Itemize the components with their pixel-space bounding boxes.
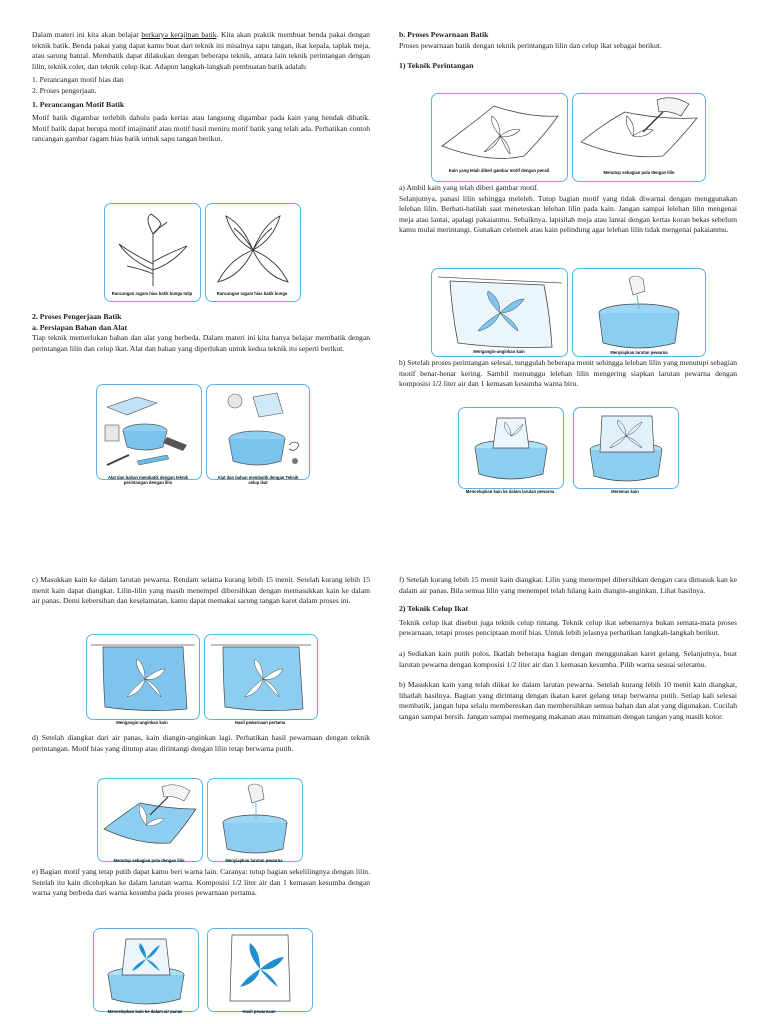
paragraph: b) Setelah proses perintangan selesai, tunggulah beberapa menit sehingga lelehan lilin yang menutupi sebagian motif benar-benar kering. Sambil menunggu lelehan lilin mengering siapkan larutan pewarna dengan komposisi 1/2 liter air dan 1 kemasan kesumba warna biru. (399, 358, 737, 389)
figure-caption: Rancangan ragam hias batik bunga (216, 291, 288, 296)
figure-caption: Menyiapkan larutan pewarna (610, 350, 668, 355)
paragraph: Motif batik digambar terlebih dahulu pada kertas atau langsung digambar pada kain yang hendak dibatik. Motif batik dapat berupa motif imajinatif atau motif hasil meniru motif batik yang telah ada. Perhatikan contoh rancangan gambar ragam hias batik untuk sapu tangan berikut. (32, 113, 370, 144)
first-dye-result-figure (204, 634, 318, 720)
list-item: 1. Perancangan motif hias dan (32, 75, 124, 85)
top-right-column-3 (399, 358, 737, 393)
hot-water-dip-figure (93, 928, 199, 1012)
figure-caption: Mencelupkan kain ke dalam larutan pewarna (465, 489, 555, 494)
figure-caption: Meremas kain (611, 489, 639, 494)
section-subheading: a. Persiapan Bahan dan Alat (32, 322, 128, 332)
dye-preparation-figure-2 (207, 778, 303, 862)
figure-caption: Menyiapkan larutan pewarna (225, 858, 283, 863)
bottom-left-column (32, 575, 370, 610)
paragraph: a) Ambil kain yang telah diberi gambar motif. (399, 183, 539, 192)
section-subheading: 1) Teknik Perintangan (399, 61, 474, 71)
bottom-right-column (399, 575, 737, 726)
paragraph: Selanjutnya, panasi lilin sehingga meleleh. Tutup bagian motif yang tidak diwarnai dengan menggunakan lelehan lilin. Berhati-hatilah saat meneteskan lelehan lilin pada kain. Jangan sampai lelehan lilin mengenai meja atau lantai, apalagi pakaianmu. Sebaiknya, lapisilah meja atau lantai dengan kertas koran bekas sebelum kamu mulai merintangi. Gunakan celemek atau kain pelindung agar lelehan lilin tidak mengenai pakaianmu. (399, 193, 737, 235)
bottom-left-column-2 (32, 733, 370, 757)
dye-preparation-figure (572, 268, 706, 357)
bottom-left-column-3 (32, 867, 370, 902)
top-right-column (399, 30, 737, 75)
section-heading: 2. Proses Pengerjaan Batik (32, 312, 122, 321)
figure-caption: Menutup sebagian pola dengan lilin (603, 170, 675, 175)
figure-caption: Kain yang telah diberi gambar motif dengan pensil (448, 168, 550, 173)
airing-fabric-figure-2 (86, 634, 200, 720)
top-left-column-2 (32, 312, 370, 357)
paragraph: Tiap teknik memerlukan bahan dan alat yang berbeda. Dalam materi ini kita hanya belajar membatik dengan perintangan lilin dan celup ikat. Alat dan bahan yang diperlukan untuk kedua teknik itu seperti berikut. (32, 333, 370, 353)
intro-paragraph: Dalam materi ini kita akan belajar berkarya kerajinan batik. Kita akan praktik membuat benda pakai dengan teknik batik. Benda pakai yang dapat kamu buat dari teknik ini misalnya sapu tangan, ikat kepala, taplak meja, atau sarung bantal. Membatik dapat dilakukan dengan beberapa teknik, antara lain teknik perintangan dengan lilin, teknik colet, dan teknik celup ikat. Adapun langkah-langkah pembuatan batik adalah: (32, 30, 370, 71)
paragraph: c) Masukkan kain ke dalam larutan pewarna. Rendam selama kurang lebih 15 menit. Setelah kurang lebih 15 menit kain dapat diangkat. Lilin-lilin yang masih menempel dibersihkan dengan memasukkan kain ke dalam air panas. Demi kebersihan dan keselamatan, kamu dapat memakai sarung tangan karet dalam proses ini. (32, 575, 370, 606)
dipping-fabric-figure (458, 407, 564, 489)
list-item: 2. Proses pengerjaan. (32, 85, 97, 95)
section-heading: b. Proses Pewarnaan Batik (399, 30, 489, 39)
figure-caption: Hasil pewarnaan pertama (234, 720, 286, 725)
figure-caption: Mencelupkan kain ke dalam air panas (107, 1009, 183, 1014)
figure-caption: Mengangin-anginkan kain (116, 720, 168, 725)
paragraph: a) Sediakan kain putih polos. Ikatlah beberapa bagian dengan menggunakan karet gelang. Selanjutnya, buat larutan pewarna dengan komposisi 1/2 liter air dan 1 kemasan kesumba. Pilih warna sesuai seleramu. (399, 648, 737, 669)
intro-link[interactable]: berkarya kerajinan batik (141, 30, 217, 39)
figure-caption: Mengangin-anginkan kain (473, 349, 525, 354)
squeezing-fabric-figure (573, 407, 679, 489)
paragraph: Proses pewarnaan batik dengan teknik perintangan lilin dan celup ikat sebagai berikut. (399, 40, 662, 50)
tulip-design-figure (104, 203, 201, 302)
figure-caption: Menutup sebagian pola dengan lilin (113, 858, 185, 863)
paragraph: Teknik celup ikat disebut juga teknik celup rintang. Teknik celup ikat sebenarnya bukan semata-mata proses pewarnaan, tetapi proses penciptaan motif hias. Untuk lebih jelasnya perhatikan langkah-langkah berikut. (399, 617, 737, 638)
figure-caption: Hasil pewarnaan (242, 1009, 276, 1014)
wax-tools-figure (96, 384, 202, 480)
paragraph: e) Bagian motif yang tetap putih dapat kamu beri warna lain. Caranya: tutup bagian sekelilingnya dengan lilin. Setelah itu kain dicelupkan ke dalam larutan warna. Komposisi 1/2 liter air dan 1 kemasan kesumba dengan warna yang berbeda dari warna kesumba pada proses pewarnaan pertama. (32, 867, 370, 898)
top-right-column-2 (399, 183, 737, 239)
wax-covering-figure (572, 93, 706, 182)
section-heading: 1. Perancangan Motif Batik (32, 99, 125, 109)
top-left-column (32, 30, 370, 148)
airing-fabric-figure (431, 268, 568, 357)
flower-design-figure (205, 203, 301, 302)
figure-caption: Alat dan bahan membatik dengan teknik perintangan dengan lilin (107, 475, 189, 485)
figure-caption: Rancangan ragam hias batik bunga tulip (111, 291, 193, 296)
paragraph: f) Setelah kurang lebih 15 menit kain diangkat. Lilin yang menempel dibersihkan dengan cara dimasuk kan ke dalam air panas. Bila semua lilin yang menempel telah hilang kain diangin-anginkan. Lihat hasilnya. (399, 575, 737, 595)
section-subheading: 2) Teknik Celup Ikat (399, 604, 469, 614)
paragraph: d) Setelah diangkat dari air panas, kain diangin-anginkan lagi. Perhatikan hasil pewarnaan dengan teknik perintangan. Motif hias yang ditutup atau dirintangi dengan lilin tetap berwarna putih. (32, 733, 370, 753)
final-result-figure (207, 928, 313, 1012)
figure-caption: Alat dan bahan membatik dengan Teknik celup ikat (217, 475, 299, 485)
wax-covering-figure-2 (97, 778, 203, 862)
tie-dye-tools-figure (206, 384, 310, 480)
paragraph: b) Masukkan kain yang telah diikat ke dalam larutan pewarna. Setelah kurang lebih 10 menit kain diangkat, lihatlah hasilnya. Bagian yang dirintang dengan ikatan karet gelang tetap berwarna putih. Setiap kali selesai membatik, jangan lupa selalu membereskan dan membersihkan semua bahan dan alat yang digunakan. Cucilah tangan sampai bersih. Jangan sampai memegang makanan atau minuman dengan tangan yang masih kotor. (399, 680, 737, 721)
